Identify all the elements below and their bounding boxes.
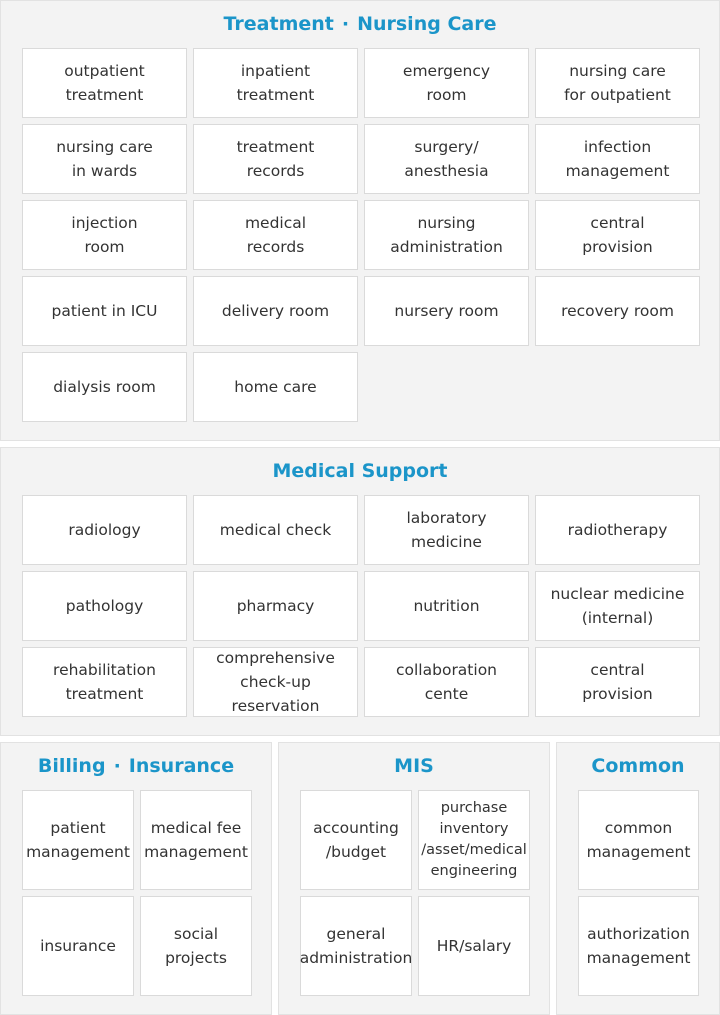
card-inpatient-treatment[interactable]: inpatient treatment — [193, 48, 358, 118]
card-nuclear-medicine[interactable]: nuclear medicine (internal) — [535, 571, 700, 641]
card-treatment-records[interactable]: treatment records — [193, 124, 358, 194]
card-general-administration[interactable]: general administration — [300, 896, 412, 996]
card-patient-icu[interactable]: patient in ICU — [22, 276, 187, 346]
card-radiotherapy[interactable]: radiotherapy — [535, 495, 700, 565]
mis-title: MIS — [394, 755, 434, 777]
card-outpatient-treatment[interactable]: outpatient treatment — [22, 48, 187, 118]
card-pathology[interactable]: pathology — [22, 571, 187, 641]
card-nursing-care-wards[interactable]: nursing care in wards — [22, 124, 187, 194]
card-common-management[interactable]: common management — [578, 790, 699, 890]
card-central-provision[interactable]: central provision — [535, 200, 700, 270]
nursing-title-part: Nursing Care — [357, 13, 497, 35]
card-nursing-care-outpatient[interactable]: nursing care for outpatient — [535, 48, 700, 118]
card-infection-management[interactable]: infection management — [535, 124, 700, 194]
common-title: Common — [591, 755, 685, 777]
card-hr-salary[interactable]: HR/salary — [418, 896, 530, 996]
card-insurance[interactable]: insurance — [22, 896, 134, 996]
title-separator: · — [341, 13, 350, 35]
card-delivery-room[interactable]: delivery room — [193, 276, 358, 346]
billing-insurance-panel — [0, 742, 272, 1015]
card-home-care[interactable]: home care — [193, 352, 358, 422]
treatment-nursing-title — [1, 13, 719, 35]
title-separator: · — [113, 755, 121, 777]
common-panel — [556, 742, 720, 1015]
card-nursing-administration[interactable]: nursing administration — [364, 200, 529, 270]
billing-insurance-title — [1, 755, 271, 777]
medical-support-panel — [0, 447, 720, 736]
card-nursery-room[interactable]: nursery room — [364, 276, 529, 346]
card-recovery-room[interactable]: recovery room — [535, 276, 700, 346]
insurance-title-part: Insurance — [128, 755, 235, 777]
mis-panel — [278, 742, 550, 1015]
card-laboratory-medicine[interactable]: laboratory medicine — [364, 495, 529, 565]
card-patient-management[interactable]: patient management — [22, 790, 134, 890]
card-collaboration-center[interactable]: collaboration cente — [364, 647, 529, 717]
card-social-projects[interactable]: social projects — [140, 896, 252, 996]
card-central-provision-support[interactable]: central provision — [535, 647, 700, 717]
treatment-nursing-panel — [0, 0, 720, 441]
card-authorization-management[interactable]: authorization management — [578, 896, 699, 996]
card-accounting-budget[interactable]: accounting /budget — [300, 790, 412, 890]
card-dialysis-room[interactable]: dialysis room — [22, 352, 187, 422]
card-comprehensive-checkup[interactable]: comprehensive check-up reservation — [193, 647, 358, 717]
card-rehabilitation-treatment[interactable]: rehabilitation treatment — [22, 647, 187, 717]
treatment-title-part: Treatment — [223, 13, 334, 35]
card-medical-fee-management[interactable]: medical fee management — [140, 790, 252, 890]
medical-support-title: Medical Support — [272, 460, 448, 482]
card-injection-room[interactable]: injection room — [22, 200, 187, 270]
card-radiology[interactable]: radiology — [22, 495, 187, 565]
card-medical-records[interactable]: medical records — [193, 200, 358, 270]
card-surgery-anesthesia[interactable]: surgery/ anesthesia — [364, 124, 529, 194]
card-nutrition[interactable]: nutrition — [364, 571, 529, 641]
billing-title-part: Billing — [37, 755, 106, 777]
card-pharmacy[interactable]: pharmacy — [193, 571, 358, 641]
card-medical-check[interactable]: medical check — [193, 495, 358, 565]
card-emergency-room[interactable]: emergency room — [364, 48, 529, 118]
card-purchase-inventory[interactable]: purchase inventory /asset/medical engineering — [418, 790, 530, 890]
